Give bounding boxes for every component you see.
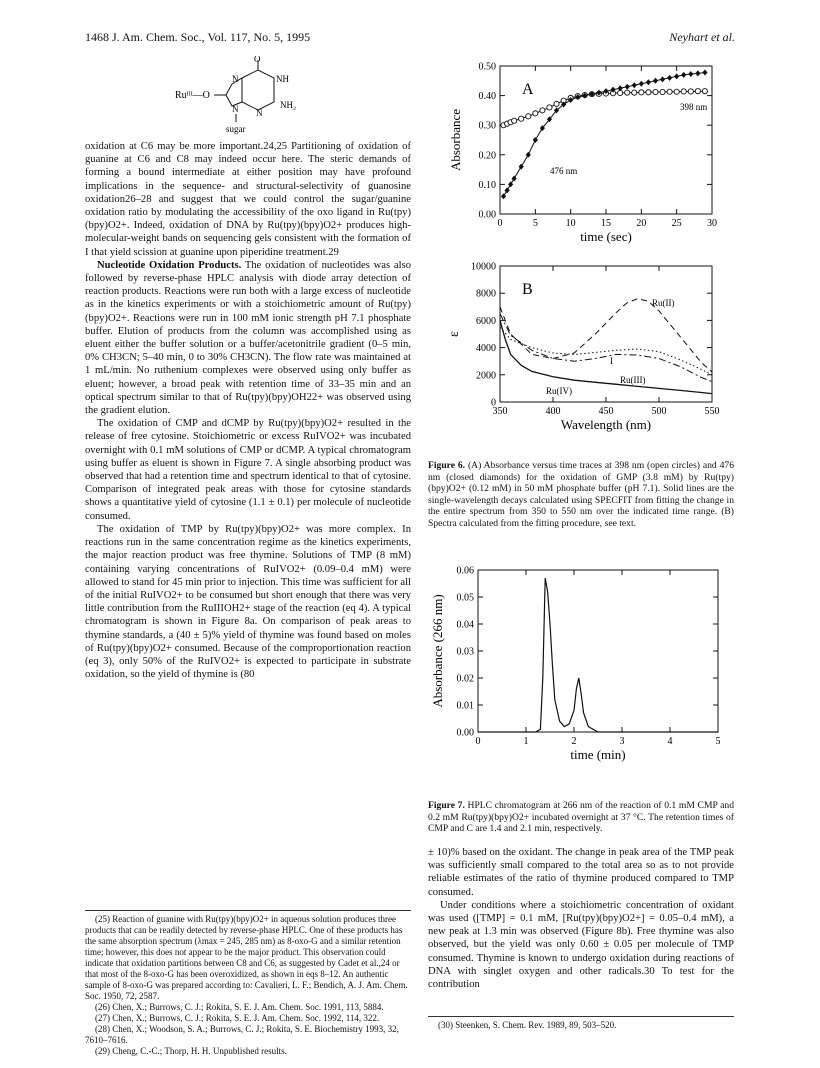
x-tick-label: 1 xyxy=(523,736,529,747)
data-point-476nm xyxy=(639,81,644,87)
x-axis-label: Wavelength (nm) xyxy=(560,417,652,432)
x-tick-label: 25 xyxy=(671,218,682,229)
structure-n2: N xyxy=(232,104,239,114)
series-label: Ru(II) xyxy=(652,298,675,308)
footnote: (29) Cheng, C.-C.; Thorp, H. H. Unpublished results. xyxy=(95,1046,287,1056)
y-tick-label: 0.06 xyxy=(456,565,474,577)
x-tick-label: 5 xyxy=(715,736,721,747)
x-tick-label: 450 xyxy=(598,406,614,417)
structure-diagram xyxy=(170,56,340,136)
y-tick-label: 6000 xyxy=(476,315,496,327)
data-point-476nm xyxy=(646,79,651,85)
data-point-476nm xyxy=(653,78,658,84)
y-axis-label: Absorbance xyxy=(448,108,463,172)
y-tick-label: 0.05 xyxy=(456,592,474,604)
data-point-398nm xyxy=(702,89,707,94)
data-point-398nm xyxy=(632,90,637,95)
figure-7-chart xyxy=(428,556,748,796)
left-column xyxy=(85,140,411,681)
y-tick-label: 2000 xyxy=(476,370,496,382)
plot-frame xyxy=(478,570,718,732)
figure-6a-chart xyxy=(440,58,740,258)
series-line-398-nm xyxy=(504,91,708,125)
data-point-476nm xyxy=(625,84,630,90)
data-point-476nm xyxy=(702,70,707,76)
paragraph: The oxidation of CMP and dCMP by Ru(tpy)(bpy)O2+ resulted in the release of free cytosine. Stoichiometric or excess RuIVO2+ was incubated overnight with 0.1 mM solutions of CMP or dCMP. A typical chromatogram using buffer as eluent is shown in Figure 7. A single absorbing product was observed that had a retention time and spectrum identical to that of cytosine. Comparison of integrated peak areas with those for cytosine standards shows a quantitative yield of cytosine (1.1 ± 0.1) per molecule of nucleotide consumed. xyxy=(85,418,411,522)
footnote-rule xyxy=(428,1016,734,1017)
x-tick-label: 350 xyxy=(492,406,508,417)
figure-6-caption-text: (A) Absorbance versus time traces at 398 nm (open circles) and 476 nm (closed diamonds) for the oxidation of GMP (3.8 mM) by Ru(tpy)(bpy)O2+ (0.12 mM) in 50 mM phosphate buffer (pH 7.1). Solid lines are the single-wavelength decays calculated using SPECFIT from fitting the change in the entire spectrum from 350 to 550 nm over the indicated time range. (B) Spectra calculated from the fitting procedure, see text. xyxy=(428,460,734,529)
paragraph-text: The oxidation of nucleotides was also followed by reverse-phase HPLC analysis with diode array detection of reaction products. Reactions were run both with a large excess of nucleotide as in the kinetics experiments or with a stoichiometric amount of Ru(tpy)(bpy)O2+. Reactions were run in 100 mM ionic strength pH 7.1 phosphate buffer. Elution of products from the column was accomplished using as eluent either the buffer solution or a buffer/acetonitrile gradient (0–5 min, 0% CH3CN; 5–40 min, 0 to 30% CH3CN). The flow rate was maintained at 1 mL/min. No ruthenium complexes were observed using only buffer as eluent; however, a broad peak with retention time of 33–35 min and an optical spectrum similar to that of Ru(tpy)(bpy)OH22+ was observed using the gradient elution. xyxy=(85,259,411,417)
footnote: (28) Chen, X.; Woodson, S. A.; Burrows, C. J.; Rokita, S. E. Biochemistry 1993, 32, 7610–7616. xyxy=(85,1024,399,1045)
pyrimidine-ring xyxy=(242,70,274,110)
footnote: (26) Chen, X.; Burrows, C. J.; Rokita, S. E. J. Am. Chem. Soc. 1991, 113, 5884. xyxy=(95,1002,384,1012)
figure-7-caption-label: Figure 7. xyxy=(428,800,465,811)
data-point-398nm xyxy=(554,101,559,106)
figure-6-caption-label: Figure 6. xyxy=(428,460,466,471)
data-point-398nm xyxy=(646,90,651,95)
paragraph: oxidation at C6 may be more important.24,25 Partitioning of oxidation of guanine at C6 and C8 may indeed occur here. The steric demands of forming a bound intermediate at either position may have profound implications in the sequence- and structural-selectivity of guanosine oxidation26–28 and suggest that we could control the sugar/guanine oxidation ratio by modulating the accessibility of the oxo ligand in Ru(tpy)(bpy)O2+. Indeed, oxidation of DNA by Ru(tpy)(bpy)O2+ produces high-molecular-weight bands on sequencing gels consistent with the formation of I that yield scission at guanine upon piperidine treatment.29 xyxy=(85,141,411,258)
x-tick-label: 400 xyxy=(545,406,561,417)
x-axis-label: time (min) xyxy=(570,747,626,762)
data-point-476nm xyxy=(660,76,665,82)
paragraph: ± 10)% based on the oxidant. The change in peak area of the TMP peak was sufficiently small compared to the total area so as to not provide reliable estimates of the ratio of thymine produced compared to TMP consumed. xyxy=(428,847,734,898)
data-point-476nm xyxy=(526,152,531,158)
data-point-398nm xyxy=(547,105,552,110)
data-point-398nm xyxy=(625,90,630,95)
data-point-476nm xyxy=(533,137,538,143)
series-label: 398 nm xyxy=(680,102,708,112)
data-point-398nm xyxy=(639,90,644,95)
data-point-476nm xyxy=(688,71,693,77)
y-tick-label: 0 xyxy=(491,397,496,409)
x-tick-label: 10 xyxy=(565,218,576,229)
data-point-398nm xyxy=(540,108,545,113)
paragraph: Under conditions where a stoichiometric concentration of oxidant was used ([TMP] = 0.1 mM, [Ru(tpy)(bpy)O2+] = 0.05–0.4 mM), a new peak at 1.3 min was observed (Figure 8b). Free thymine was also observed, but the yield was only 0.60 ± 0.05 per molecule of TMP consumed. Thymine is known to undergo oxidation during reactions of DNA with singlet oxygen and other radicals.30 To test for the contribution xyxy=(428,899,734,991)
y-tick-label: 0.30 xyxy=(478,120,496,132)
data-point-476nm xyxy=(674,73,679,79)
x-tick-label: 2 xyxy=(571,736,577,747)
structure-n3: N xyxy=(256,108,263,118)
spectrum-line xyxy=(500,299,712,373)
data-point-398nm xyxy=(512,118,517,123)
y-axis-label: Absorbance (266 nm) xyxy=(430,594,445,708)
data-point-398nm xyxy=(533,111,538,116)
running-header-left: 1468 J. Am. Chem. Soc., Vol. 117, No. 5, 1995 xyxy=(85,30,311,44)
y-tick-label: 0.03 xyxy=(456,646,474,658)
data-point-476nm xyxy=(618,85,623,91)
y-tick-label: 10000 xyxy=(471,261,496,273)
series-label: 476 nm xyxy=(550,166,578,176)
series-label: Ru(IV) xyxy=(546,386,572,396)
x-tick-label: 0 xyxy=(497,218,503,229)
structure-nh2: NH₂ xyxy=(280,100,297,110)
y-tick-label: 4000 xyxy=(476,343,496,355)
panel-label: B xyxy=(522,281,533,298)
x-tick-label: 30 xyxy=(707,218,717,229)
footnote: (27) Chen, X.; Burrows, C. J.; Rokita, S. E. J. Am. Chem. Soc. 1992, 114, 322. xyxy=(95,1013,380,1023)
y-tick-label: 0.02 xyxy=(456,673,474,685)
data-point-398nm xyxy=(674,89,679,94)
x-tick-label: 550 xyxy=(704,406,720,417)
data-point-476nm xyxy=(695,70,700,76)
structure-n1: N xyxy=(232,74,239,84)
spectrum-line xyxy=(500,320,712,393)
running-header-right: Neyhart et al. xyxy=(669,30,735,44)
footnotes-left xyxy=(85,914,411,1057)
footnote-rule xyxy=(85,910,411,911)
x-tick-label: 3 xyxy=(619,736,625,747)
data-point-398nm xyxy=(667,89,672,94)
data-point-398nm xyxy=(681,89,686,94)
structure-nh: NH xyxy=(276,74,289,84)
structure-metal-label: Ruᴵᴵᴵ—O xyxy=(175,90,210,101)
spectrum-line xyxy=(500,327,712,375)
y-tick-label: 8000 xyxy=(476,288,496,300)
y-tick-label: 0.04 xyxy=(456,619,474,631)
data-point-398nm xyxy=(660,89,665,94)
y-axis-label: ε xyxy=(447,331,462,337)
y-tick-label: 0.00 xyxy=(478,209,496,221)
series-label: I xyxy=(610,356,613,366)
x-tick-label: 500 xyxy=(651,406,667,417)
section-heading: Nucleotide Oxidation Products. xyxy=(97,259,242,271)
paragraph: The oxidation of TMP by Ru(tpy)(bpy)O2+ was more complex. In reactions run in the same concentration regime as the kinetics experiments, the major reaction product was free thymine. Solutions of TMP (8 mM) containing varying concentrations of RuIVO2+ (0.09–0.4 mM) were allowed to stand for 45 min prior to injection. This time was sufficient for all of the initial RuIVO2+ to be consumed but short enough that there was very little contribution from the RuIIIOH2+ stage of the reaction (eq 4). A typical chromatogram is shown in Figure 8a. On comparison of peak areas to thymine standards, a (40 ± 5)% yield of thymine was found based on moles of Ru(tpy)(bpy)O2+ consumed. Because of the comproportionation reaction (eq 3), only 50% of the RuIVO2+ is expected to participate in substrate oxidation, so the yield of thymine is (80 xyxy=(85,523,411,681)
y-tick-label: 0.20 xyxy=(478,150,496,162)
data-point-476nm xyxy=(667,75,672,81)
panel-label: A xyxy=(522,81,534,98)
y-tick-label: 0.50 xyxy=(478,61,496,73)
figure-6b-chart xyxy=(440,258,740,458)
paragraph xyxy=(85,259,411,417)
data-point-398nm xyxy=(695,89,700,94)
chromatogram-trace xyxy=(478,578,718,732)
x-axis-label: time (sec) xyxy=(580,229,632,244)
data-point-398nm xyxy=(519,116,524,121)
series-label: Ru(III) xyxy=(620,375,646,385)
figure-7-caption xyxy=(428,800,734,835)
data-point-476nm xyxy=(681,72,686,78)
x-tick-label: 20 xyxy=(636,218,647,229)
x-tick-label: 15 xyxy=(601,218,611,229)
x-tick-label: 0 xyxy=(475,736,481,747)
structure-sugar: sugar xyxy=(226,124,246,134)
figure-7-caption-text: HPLC chromatogram at 266 nm of the reaction of 0.1 mM CMP and 0.2 mM Ru(tpy)(bpy)O2+ incubated overnight at 37 °C. The retention times of CMP and C are 1.4 and 2.1 min, respectively. xyxy=(428,800,734,835)
x-tick-label: 4 xyxy=(667,736,673,747)
data-point-476nm xyxy=(632,82,637,88)
structure-o: O xyxy=(254,56,261,64)
y-tick-label: 0.10 xyxy=(478,179,496,191)
y-tick-label: 0.01 xyxy=(456,700,474,712)
data-point-398nm xyxy=(653,89,658,94)
y-tick-label: 0.40 xyxy=(478,91,496,103)
footnote: (25) Reaction of guanine with Ru(tpy)(bpy)O2+ in aqueous solution produces three products that can be readily detected by reverse-phase HPLC. One of these products has the same absorption spectrum (λmax = 245, 285 nm) as 8-oxo-G and a similar retention time; however, this does not appear to be the major product. This observation could indicate that oxidation partitions between C8 and C6, as suggested by Cadet et al.,24 or that most of the 8-oxo-G has been overoxidized, as shown in eqs 8–12. An authentic sample of 8-oxo-G was prepared according to: Cavalieri, L. F.; Bendich, A. J. Am. Chem. Soc. 1950, 72, 2587. xyxy=(85,914,408,1001)
footnote-right xyxy=(428,1020,734,1031)
footnote: (30) Steenken, S. Chem. Rev. 1989, 89, 503–520. xyxy=(438,1020,617,1030)
data-point-398nm xyxy=(688,89,693,94)
data-point-476nm xyxy=(501,193,506,199)
x-tick-label: 5 xyxy=(532,218,538,229)
data-point-398nm xyxy=(526,114,531,119)
figure-6-caption xyxy=(428,460,734,530)
right-column xyxy=(428,846,734,991)
y-tick-label: 0.00 xyxy=(456,727,474,739)
